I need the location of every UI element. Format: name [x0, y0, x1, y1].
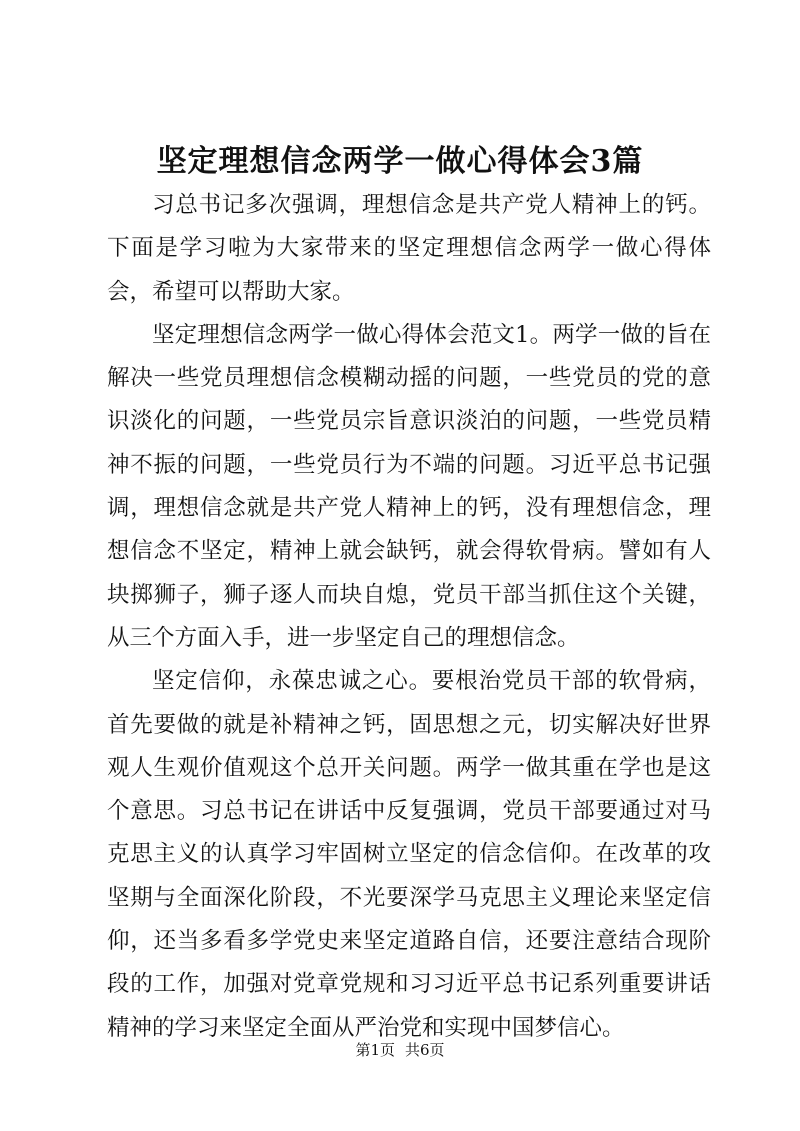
paragraph-essay-1: 坚定理想信念两学一做心得体会范文1。两学一做的旨在解决一些党员理想信念模糊动摇的问题，一些党员的党的意识淡化的问题，一些党员宗旨意识淡泊的问题，一些党员精神不振的问题，一些党员行为不端的问题。习近平总书记强调，理想信念就是共产党人精神上的钙，没有理想信念，理想信念不坚定，精神上就会缺钙，就会得软骨病。譬如有人块掷狮子，狮子逐人而块自熄，党员干部当抓住这个关键，从三个方面入手，进一步坚定自己的理想信念。	[107, 321, 711, 651]
paragraph-firm-belief: 坚定信仰，永葆忠诚之心。要根治党员干部的软骨病，首先要做的就是补精神之钙，固思想之元，切实解决好世界观人生观价值观这个总开关问题。两学一做其重在学也是这个意思。习总书记在讲话中反复强调，党员干部要通过对马克思主义的认真学习牢固树立坚定的信念信仰。在改革的攻坚期与全面深化阶段，不光要深学马克思主义理论来坚定信仰，还当多看多学党史来坚定道路自信，还要注意结合现阶段的工作，加强对党章党规和习习近平总书记系列重要讲话精神的学习来坚定全面从严治党和实现中国梦信心。	[107, 668, 711, 1041]
document-title: 坚定理想信念两学一做心得体会3篇	[156, 144, 644, 179]
page-footer	[0, 1040, 800, 1060]
paragraph-intro: 习总书记多次强调，理想信念是共产党人精神上的钙。下面是学习啦为大家带来的坚定理想信念两学一做心得体会，希望可以帮助大家。	[107, 192, 711, 305]
page-total: 共6页	[405, 1041, 445, 1059]
page-number: 第1页	[355, 1041, 395, 1059]
document-body	[107, 184, 711, 1050]
